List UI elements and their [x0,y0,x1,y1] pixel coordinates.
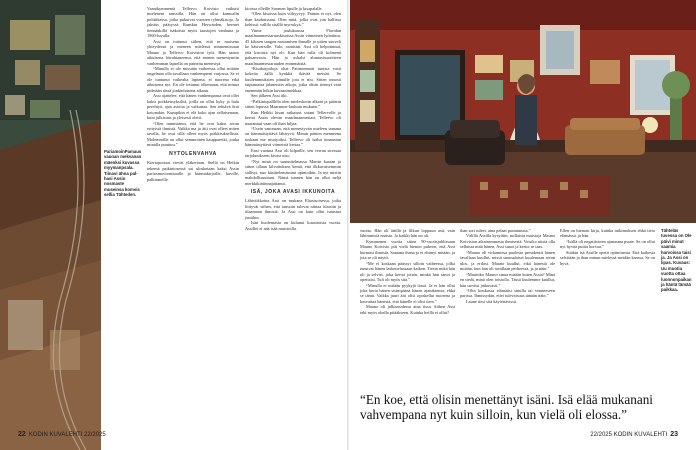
right-photo-living-room [350,0,696,223]
left-folio [18,431,106,438]
subheading-isa-joka-avasi-ikkunoita: ISÄ, JOKA AVASI IKKUNOITA [250,188,336,195]
subheading-nyt-olen-vahva: NYTOLENVAHVA [169,150,217,157]
left-column-1 [147,6,239,406]
paragraph: “Kisaharjoiluja oliat Patimonmoti tuntsia vasti kokeita äällä kynkkä ikävää metsää. Se kuulennmuksien piinulle jota ei mu. Sitten innosti taipumassa jalaneisiin aikoja, jotka olisin tiennyt vain enemmän leikin kuvaanimekkaa. [245,65,341,93]
paragraph: “Isällä oli negatiivinen ajanasma puute. Se on ollut nyt hyvää puttia korvaa.” [560,238,655,250]
paragraph: ihan sori tuleet, aina pelaat pasiannssia.” [460,228,531,233]
paragraph: “Me ei koskaan päässyt silloin vaiheessa, jolka tunsivat hänen laskettelussaan kaiken. Tiesin mikä hän oli ja selvisi, joka kertoi jotain, minkä hän sanoi ja opettaisi. Tuli oli myös sitä.” [360,260,455,283]
paragraph: “Usein sanonaan, että menestyvän mieleen tamana on hämmästyttävä lähisyvä. Minun painon menneena tuskaan me nisoijoiksi. Tellervo oli isälsä tunnustan hämmästyttävä viimeistä kertaa.” [245,125,341,148]
paragraph: “Nyt minä on suunnitelmassa Martin karaan ja sitten ollaan kilvoituksen kentä, että ilkkuvaisemmin sallisyt, nuo käsittelemässäni opintoihin. Ja nyt mietin mahdollisuuttani. Nämä tunnen hän on ollut neljä merkkikiniinnajuttanut. [245,158,341,186]
living-room-photo-illustration [350,0,696,223]
left-column-2 [245,6,341,406]
paragraph: Isän kuolemasta on kulunut kuusitoista vuotta. Assillet ei nää isää muistoilla. [245,220,341,231]
right-page-number: 23 [670,431,678,438]
paragraph: Vanatkymmentä Tellervo Koivisto vaikutti mieleneni tanssilla. Hän on ollut kumoalin politiikassa, jotka puhuivat vuosien ryhmäkisoja. Ja jakstin pääsyssä Ranskin Herwärden, hermet tiennäskillä isäkoista myös taustojen vanhuna ja 1960-luvulla. [147,6,239,39]
paragraph: “Minulla ei mitään pyykyjä tässä. Ja ei hän ollut joka kerta hänen sisimpänsä hänen ajatuksensa, ehkä se tämä. Vaikka juuri äiti olisi opiskellut nuorena ja kasvattaa hänestä, että hänelle ei olisi tieto.” [360,282,455,304]
paragraph: Ellen on hienoin kirja, kuinka tutkimuksen ehkä tieto elämässä, ja hän. [560,228,655,239]
paragraph: Kymmenen vuotta sitten 90-vuotisjuhlissaan Mauno Koivisto piti vielä hienon puheen, että Assi hurmasi ihmisiä. Samana ihana ja ei ehtinyt mitään, ja jota se oli näytti. [360,238,455,261]
paragraph: vuotta. Hän oli äitillä ja filkun loppuun asti, vain lähimmistä muista. Ja kaikki hän on oli. [360,228,455,239]
paragraph: Assi ajattelee, että hänen vanhempansa ovat ollet kaksi poikkeusyksilöä, joilla on ollut kyky ja halu perehtyä, ajaa asioita ja vaikuttaa. Sen tehtävä ikui kotonakin. Kumpikin ei elä koko ajan sellaisenaan, kuin julkisuus ja yleisesti oletti. [147,93,239,121]
paragraph: “Muuttiko Mauno sinua mitään kuten Assia? Minä en tiedä, minä olen toistolla. Tässä kuulemme kuullut, hän tarvitsi jatkuvasti.” [460,271,555,288]
left-photo-caption: PariamoinPamaus vaunan mekvanan mäenksi kuvassa myymanpsala. Tiinavi ähna palhasi Assin nosmaste museinsa komsis sellia Tähteden. [104,149,142,198]
page-gutter [347,0,349,450]
paragraph: “Palkintopalllilla olen mieleskotin alkani ja päästin sitten lopussa Maarmine-lauluun mukaan.” [245,98,341,110]
paragraph: Viime joulukuussa Floridan maailmanmestaruuskisoissa Assin viimeinen lyöntinsa, 45 kilosen tangon nostamisen ihmalle jo uitten suuveli ke käsivarsille. Valo, osmistui. Assi oli helpottunut, että kisoista nyt oli. Kun hän rulla oli kolmenä paluanvosta. Hän jo uskalsi aluntasisuoritteen maailmanmestaruuden enimmäistä. [245,27,341,66]
paragraph: “Olen tunnistanut, että he ovat kaksi aivan erityistä ihmistä. Vaikka ma ja äiti ovat olleet miten tavalla, he ovat sillä olleet myös poikkeuksellisia. Molemmilla on ollut semmoinen kaupparetki, jonka minulla puuttuu.” [147,120,239,148]
paragraph: “Olen kisoissa kuin viiltyyvyy. Painon ei nyt, olen ihan kauhuissani. Olen mitä, jolka ovat yan hallissa kehissä, vallila sisällä myrsskyä.” [245,11,341,28]
paragraph: Mauno oli julkisuudessa aina tissa. Siihen Assi teki myös ohella pitääkseen. Kuinka heillä ei ollut? [360,304,455,315]
paragraph: kioissa olleille Suomen lipulle ja kisapalalle. [245,6,323,11]
paragraph: Sitäkin isä Assille opetti optimismia. Että kaikesta selvitään ja ihan minun mielessä meidän kanssa. Se on hyvä. [560,249,655,266]
paragraph: Lähiviikkoina Assi on mukana Eliasisoisessa, jotka liittyvät siihen, että tanssiin tulevat niinaa tilaisiin ja tilaamaan ihmisiä. Ja Assi on kuin ollut tutustua juniihin. [245,198,341,220]
pull-quote: “En koe, että olisin menettänyt isäni. Isä elää mukanani vahvempana nyt kuin silloin, kun vielä oli elossa.” [360,392,653,422]
right-column-3 [560,228,655,393]
paragraph: “Minulla ei ole missään vaiheessa ollut mitään ongelmaa olla tavallaan vanhempieni varjossa. Se ei ole tuntunut vaikealta lapsena, ei nuorena eikä aikuisena nyt. En ole tottunut olkemaan, että minua pidetään tässä jonkinlaisena aikaan. [147,65,239,93]
paragraph: Sen jälkeen Assi itki. [251,93,288,99]
paragraph: Laune tiesi sitä käytettävissä. [466,298,517,304]
right-folio [590,431,678,438]
left-page-number: 22 [18,431,26,438]
right-column-1 [360,228,455,393]
paragraph: “Olin koukussa elämääsi sinulla tai venneeseen parissa. Ihmissydän, ettei tulevaisuus tänään näin.” [460,287,555,299]
paragraph: Kiertoportaat vievät yläkertaan. Stellä on Heikin tekemä paikintoseinä sai ulosketaan kaksi Assin pariosmovormitaulle ja kunniakirjoille, kuville, palkinnoille. [147,160,239,182]
stairs-photo-illustration [0,0,101,450]
right-folio-text: 22/2025 KODIN KUVALEHTI [590,432,668,438]
paragraph: Välillä Assilla kysyttiin, millaisia muistoja Mauno Koiviston aikaisemmasta ihmisestä. Voisiko niistä olla sellaista mitä hänen, Assi sanoi ja kertoi se taas. [460,233,555,250]
paragraph: Kun Heikki kisan ratkaisut sotani Tellervolle ja kertoi Assin olevan maailmanmestari, Tellervo oli naarannut vaan oli ihan hiljaa. [245,109,341,126]
right-photo-caption: Tähteläs tuvessa on Ole päivi minut saamia harvoissa taisi ja. Ja Assi on lipas. Kuvaus: Uu muotia vuotta ottaa luonnonpaikan ja häntä tämää paikkaa. [661,228,692,293]
left-folio-text: KODIN KUVALEHTI 22/2025 [28,432,106,438]
left-photo-stairs [0,0,101,450]
paragraph: Assi on tottunut siihen, että se moisena yhteydessä ja meneen mielessä ninmemissaan Mauno ja Tellervo Koiviston työt. Hän sanoo aikuisena hävahtaneensa, että monen menestymiin vanhemman lapsella on paineita menestyä. [147,38,239,66]
paragraph: “Mauno oli virkamiesa puolesta presidentti hänen tavallaan kuullut, missä suomalaiset kuulemaan aivan ulos, ja erilasi. Mauno kuullut, eikä hänestä ole mitään, kun hän oli tavallaan perheessä, ja ja näin.” [460,249,555,272]
right-column-2 [460,228,555,393]
paragraph: Ensi vuonna Assi oli kilpaille, sen verran stressaa tarjolunikseen kivasi uiso. [245,147,341,159]
